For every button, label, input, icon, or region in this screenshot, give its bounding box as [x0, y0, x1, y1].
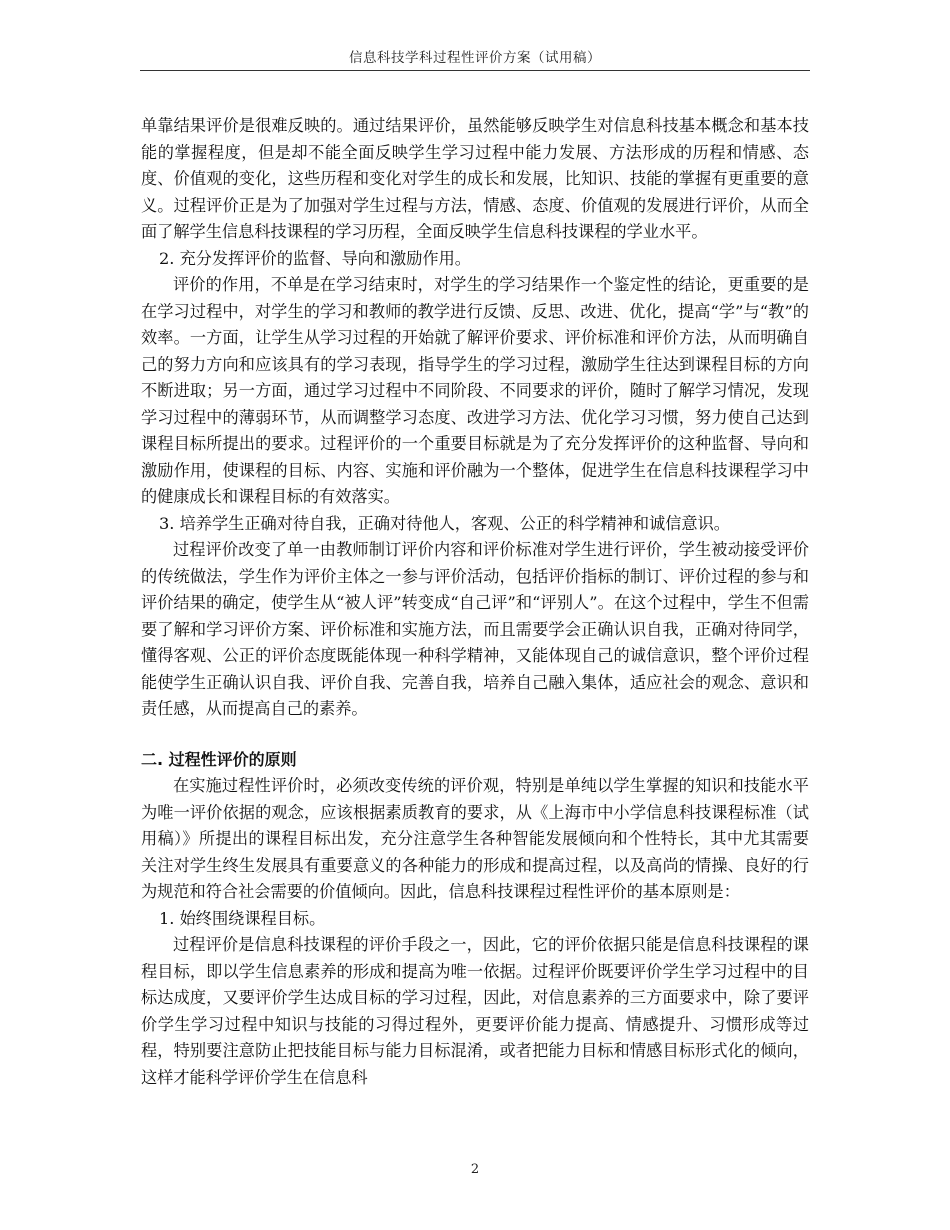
paragraph: 过程评价改变了单一由教师制订评价内容和评价标准对学生进行评价，学生被动接受评价的传统做法，学生作为评价主体之一参与评价活动，包括评价指标的制订、评价过程的参与和评价结果的确定，使学生从“被人评”转变成“自己评”和“评别人”。在这个过程中，学生不但需要了解和学习评价方案、评价标准和实施方法，而且需要学会正确认识自我，正确对待同学，懂得客观、公正的评价态度既能体现一种科学精神，又能体现自己的诚信意识，整个评价过程能使学生正确认识自我、评价自我、完善自我，培养自己融入集体，适应社会的观念、意识和责任感，从而提高自己的素养。 — [141, 540, 809, 718]
page-number: 2 — [470, 1162, 480, 1177]
section-heading: 二. 过程性评价的原则 — [141, 749, 297, 769]
header-divider — [140, 70, 810, 71]
paragraph: 评价的作用，不单是在学习结束时，对学生的学习结果作一个鉴定性的结论，更重要的是在学习过程中，对学生的学习和教师的教学进行反馈、反思、改进、优化，提高“学”与“教”的效率。一方面，让学生从学习过程的开始就了解评价要求、评价标准和评价方法，从而明确自己的努力方向和应该具有的学习表现，指导学生的学习过程，激励学生往达到课程目标的方向不断进取；另一方面，通过学习过程中不同阶段、不同要求的评价，随时了解学习情况，发现学习过程中的薄弱环节，从而调整学习态度、改进学习方法、优化学习习惯，努力使自己达到课程目标所提出的要求。过程评价的一个重要目标就是为了充分发挥评价的这种监督、导向和激励作用，使课程的目标、内容、实施和评价融为一个整体，促进学生在信息科技课程学习中的健康成长和课程目标的有效落实。 — [141, 275, 809, 506]
list-item-1: 1. 始终围绕课程目标。 — [159, 908, 326, 928]
running-header: 信息科技学科过程性评价方案（试用稿） — [349, 50, 601, 66]
document-body — [141, 113, 809, 1091]
paragraph: 单靠结果评价是很难反映的。通过结果评价，虽然能够反映学生对信息科技基本概念和基本技能的掌握程度，但是却不能全面反映学生学习过程中能力发展、方法形成的历程和情感、态度、价值观的变化，这些历程和变化对学生的成长和发展，比知识、技能的掌握有更重要的意义。过程评价正是为了加强对学生过程与方法，情感、态度、价值观的发展进行评价，从而全面了解学生信息科技课程的学习历程，全面反映学生信息科技课程的学业水平。 — [141, 116, 809, 241]
paragraph: 过程评价是信息科技课程的评价手段之一，因此，它的评价依据只能是信息科技课程的课程目标，即以学生信息素养的形成和提高为唯一依据。过程评价既要评价学生学习过程中的目标达成度，又要评价学生达成目标的学习过程，因此，对信息素养的三方面要求中，除了要评价学生学习过程中知识与技能的习得过程外，更要评价能力提高、情感提升、习惯形成等过程，特别要注意防止把技能目标与能力目标混淆，或者把能力目标和情感目标形式化的倾向，这样才能科学评价学生在信息科 — [141, 935, 809, 1087]
paragraph: 在实施过程性评价时，必须改变传统的评价观，特别是单纯以学生掌握的知识和技能水平为唯一评价依据的观念，应该根据素质教育的要求，从《上海市中小学信息科技课程标准（试用稿）》所提出的课程目标出发，充分注意学生各种智能发展倾向和个性特长，其中尤其需要关注对学生终生发展具有重要意义的各种能力的形成和提高过程，以及高尚的情操、良好的行为规范和符合社会需要的价值倾向。因此，信息科技课程过程性评价的基本原则是： — [141, 776, 809, 901]
list-item-2: 2. 充分发挥评价的监督、导向和激励作用。 — [159, 248, 471, 268]
list-item-3: 3. 培养学生正确对待自我，正确对待他人，客观、公正的科学精神和诚信意识。 — [159, 513, 730, 533]
spacer — [141, 723, 809, 747]
